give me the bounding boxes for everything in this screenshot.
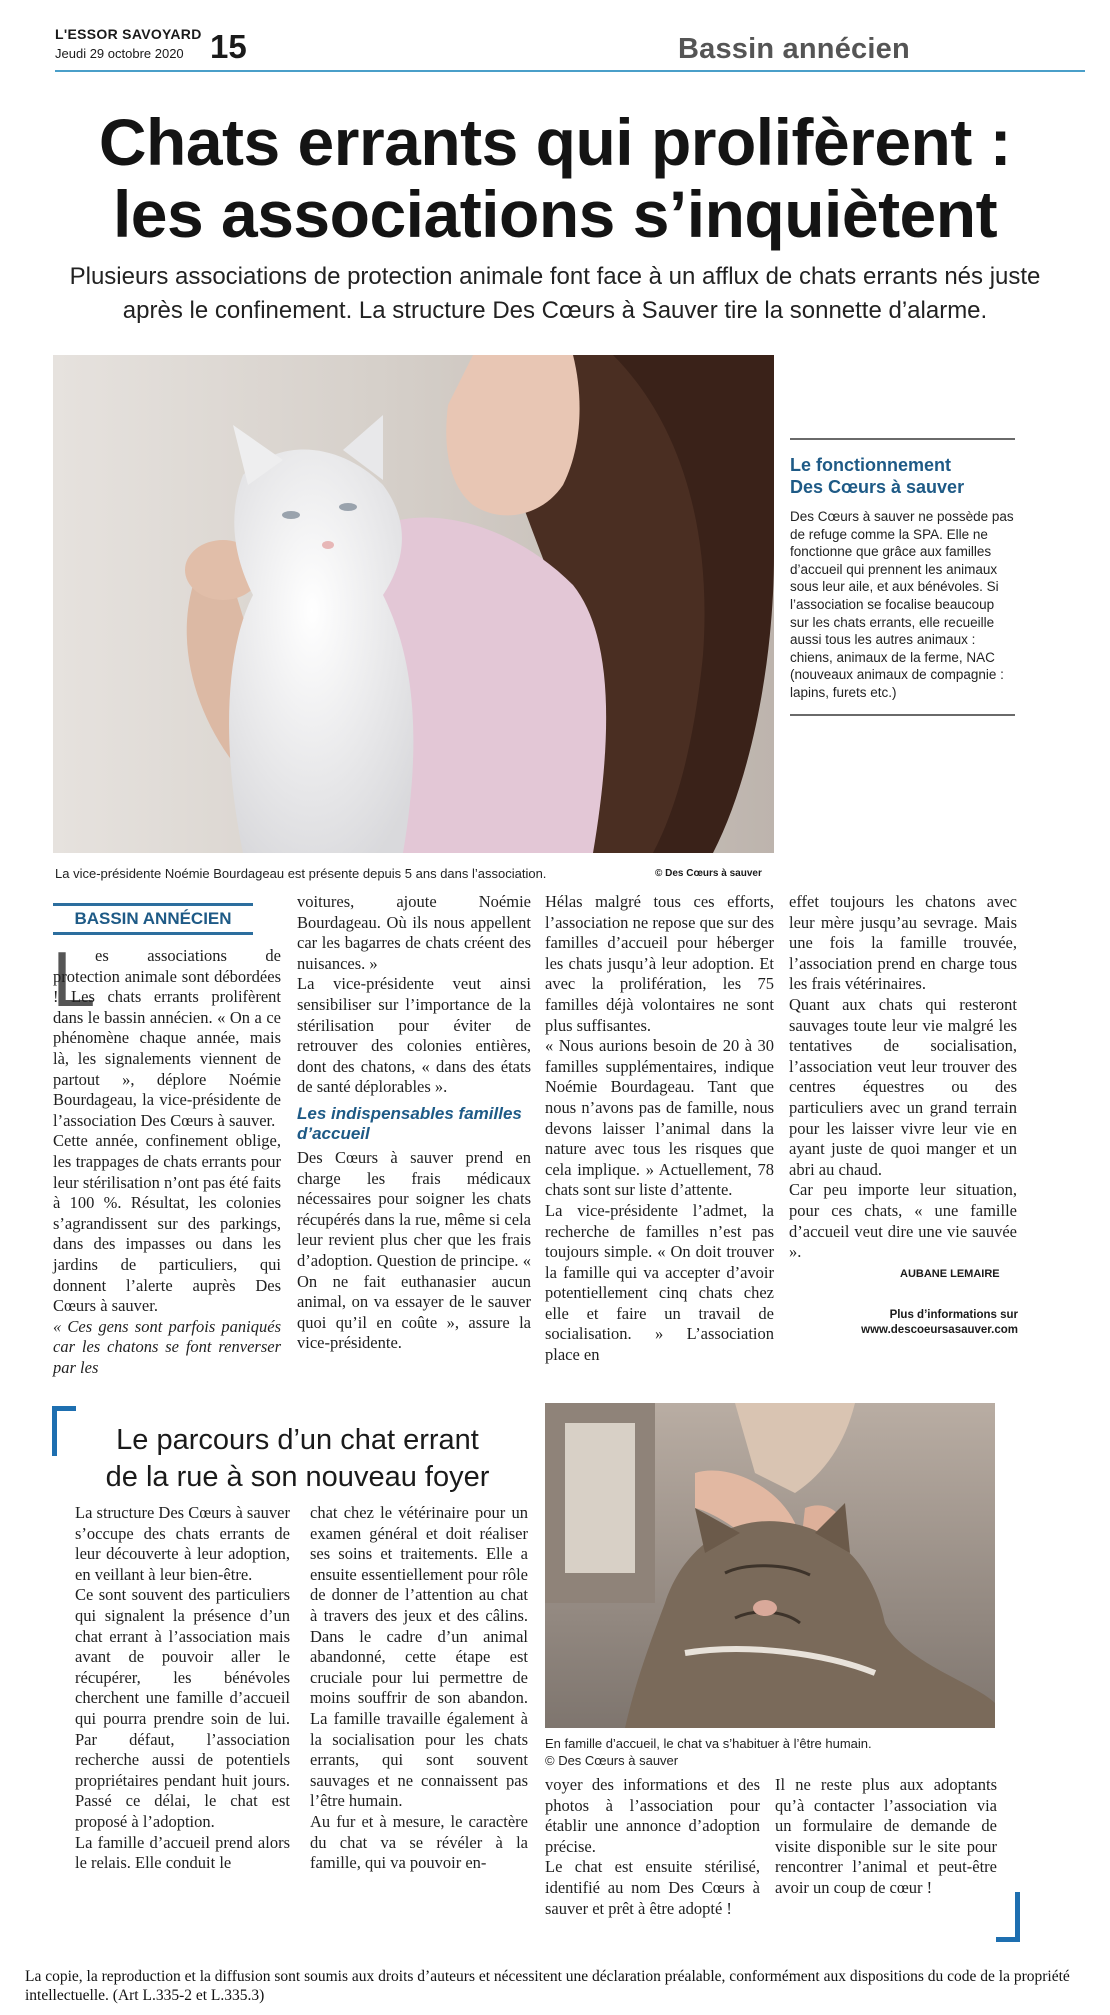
article-column-1 [53,946,281,1378]
article2-title [85,1422,510,1496]
paragraph: chat chez le vétérinaire pour un examen général et doit réaliser ses soins et traitements. Elle a ensuite essentiellement pour rôle de donner de l’attention au chat à travers des jeux et des câlins. Dans le cadre d’un animal abandonné, cette étape est cruciale pour lui permettre de moins souffrir de son abandon. La famille travaille également à la socialisation pour les chats errants, qui sont souvent sauvages et ne connaissent pas l’être humain. [310,1503,528,1811]
article-column-4 [789,892,1017,1263]
article-title-line2: les associations s’inquiètent [112,177,998,251]
sidebar-title-line2: Des Cœurs à sauver [790,477,965,497]
cat-being-petted-illustration [545,1403,995,1728]
paragraph: Ce sont souvent des particuliers qui signalent la présence d’un chat errant à l’association mais avant de pouvoir aller le récupérer, les bénévoles cherchent une famille d’accueil qui pourra prendre soin de lui. Par défaut, l’association recherche aussi de potentiels propriétaires pendant huit jours. Passé ce délai, le chat est proposé à l’adoption. [75,1585,290,1831]
page-number: 15 [210,28,247,65]
website-link[interactable]: www.descoeursasauver.com [861,1324,1018,1336]
author-signature: AUBANE LEMAIRE [900,1268,1000,1280]
article2-column-4 [775,1775,997,1899]
paragraph: La vice-présidente veut ainsi sensibiliser sur l’importance de la stérilisation pour éviter de retrouver des colonies entières, dont des chatons, « dans des états de santé déplorables ». [297,974,531,1097]
paragraph: es associations de protection animale sont débordées ! Les chats errants prolifèrent dans le bassin annécien. « On a ce phénomène chaque année, mais là, les signalements viennent de partout », déplore Noémie Bourdageau, la vice-présidente de l’association Des Cœurs à sauver. [53,946,281,1130]
article-lede: Plusieurs associations de protection animale font face à un afflux de chats errants nés juste après le confinement. La structure Des Cœurs à Sauver tire la sonnette d’alarme. [69,263,1041,324]
article-kicker: BASSIN ANNÉCIEN [53,903,253,935]
article2-column-3 [545,1775,760,1919]
secondary-caption-text: En famille d’accueil, le chat va s’habituer à l’être humain. [545,1736,872,1751]
paragraph: Cette année, confinement oblige, les trappages de chats errants pour leur stérilisation n’ont pas été faits à 100 %. Résultat, les colonies s’agrandissent sur des parkings, dans des impasses ou dans les jardins de particuliers, qui donnent l’alerte auprès Des Cœurs à sauver. [53,1131,281,1316]
main-photo-credit: © Des Cœurs à sauver [655,868,762,879]
paragraph: La structure Des Cœurs à sauver s’occupe des chats errants de leur découverte à leur adoption, en veillant à leur bien-être. [75,1503,290,1584]
paragraph: Quant aux chats qui resteront sauvages toute leur vie malgré les tentatives de socialisation, l’association veut leur trouver des centres équestres ou des particuliers avec un grand terrain pour les laisser vivre leur vie en ayant juste de quoi manger et un abri au chaud. [789,994,1017,1179]
publication-name: L'ESSOR SAVOYARD [55,26,202,42]
article-title-line1: Chats errants qui prolifèrent : [98,105,1012,179]
article2-column-2 [310,1503,528,1874]
sidebar-text: Des Cœurs à sauver ne possède pas de refuge comme la SPA. Elle ne fonctionne que grâce aux familles d’accueil qui prennent les animaux sous leur aile, et aux bénévoles. Si l’association se focalise beaucoup sur les chats errants, elle recueille aussi tous les autres animaux : chiens, animaux de la ferme, NAC (nouveaux animaux de compagnie : lapins, furets etc.) [790,509,1014,700]
secondary-photo-credit: © Des Cœurs à sauver [545,1753,679,1768]
article-column-2 [297,892,531,1354]
article2-column-1 [75,1503,290,1874]
article-column-3 [545,892,774,1366]
paragraph: effet toujours les chatons avec leur mère jusqu’au sevrage. Mais une fois la famille trouvée, l’association prend en charge tous les frais vétérinaires. [789,892,1017,994]
more-info-label: Plus d’informations sur [889,1309,1018,1321]
woman-with-cat-illustration [53,355,774,853]
main-photo [53,355,774,853]
paragraph: Des Cœurs à sauver prend en charge les frais médicaux nécessaires pour soigner les chats récupérés dans la rue, même si cela leur revient plus cher que les frais d’adoption. Question de principe. « On ne fait euthanasier aucun animal, on va essayer de le sauver quoi qu’il en coûte », assure la vice-présidente. [297,1147,531,1353]
section-name: Bassin annécien [678,33,910,65]
sidebar-title [790,454,1015,498]
paragraph: La vice-présidente l’admet, la recherche de familles n’est pas toujours simple. « On doit trouver la famille qui va accepter d’avoir potentiellement cinq chats chez elle et faire un travail de socialisation. » L’association place en [545,1200,774,1365]
paragraph: « Ces gens sont parfois paniqués car les chatons se font renverser par les [53,1316,281,1377]
secondary-photo-caption [545,1735,995,1769]
main-photo-caption: La vice-présidente Noémie Bourdageau est présente depuis 5 ans dans l’association. [55,866,547,881]
paragraph: Le chat est ensuite stérilisé, identifié au nom Des Cœurs à sauver et prêt à être adopté ! [545,1857,760,1918]
paragraph: Car peu importe leur situation, pour ces chats, « une famille d’accueil veut dire une vie sauvée ». [789,1180,1017,1262]
article-subhead: Les indispensables familles d’accueil [297,1103,522,1143]
paragraph: La famille d’accueil prend alors le relais. Elle conduit le [75,1832,290,1873]
paragraph: voyer des informations et des photos à l’association pour établir une annonce d’adoption précise. [545,1775,760,1856]
article-title [40,106,1070,250]
paragraph: Au fur et à mesure, le caractère du chat va se révéler à la famille, qui va pouvoir en- [310,1811,528,1873]
paragraph: « Nous aurions besoin de 20 à 30 familles supplémentaires, indique Noémie Bourdageau. Tant que nous n’avons pas de famille, nous devons laisser l’animal dans la nature avec tous les risques que cela implique. » Actuellement, 78 chats sont sur liste d’attente. [545,1036,774,1200]
article2-title-line1: Le parcours d’un chat errant [116,1424,479,1456]
paragraph: Hélas malgré tous ces efforts, l’association ne repose que sur des familles d’accueil pour héberger les chats jusqu’à leur adoption. Et avec la prolifération, les 75 familles déjà volontaires ne sont plus suffisantes. [545,892,774,1035]
bracket-bottom-right [996,1892,1020,1942]
drop-cap: L [52,935,96,1023]
paragraph: voitures, ajoute Noémie Bourdageau. Où ils nous appellent car les bagarres de chats créent des nuisances. » [297,892,531,973]
sidebar-box [790,438,1015,716]
more-info [820,1308,1018,1338]
sidebar-title-line1: Le fonctionnement [790,455,951,475]
secondary-photo [545,1403,995,1728]
issue-date: Jeudi 29 octobre 2020 [55,46,184,61]
header-rule [55,70,1085,72]
copyright-notice: La copie, la reproduction et la diffusion sont soumis aux droits d’auteurs et nécessitent une déclaration préalable, conformément aux dispositions du code de la propriété intellectuelle. (Art L.335-2 et L.335.3) [25,1968,1070,2004]
bracket-top-left [52,1406,76,1456]
article2-title-line2: de la rue à son nouveau foyer [105,1461,490,1493]
paragraph: Il ne reste plus aux adoptants qu’à contacter l’association via un formulaire de demande de visite disponible sur le site pour rencontrer l’animal et peut-être avoir un coup de cœur ! [775,1775,997,1897]
